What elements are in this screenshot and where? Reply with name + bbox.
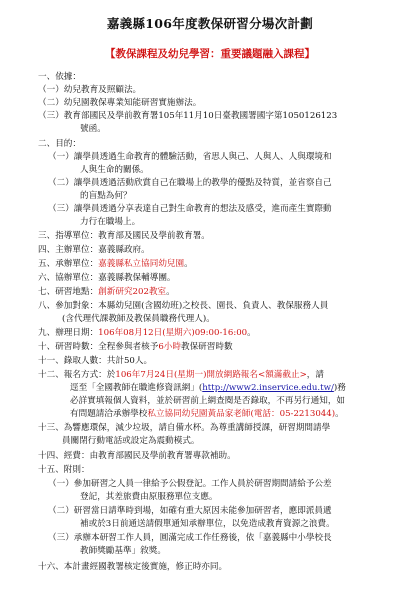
- section-6: 六、協辦單位：嘉義縣教保輔導團。: [38, 273, 176, 283]
- section-1-item: （三）教育部國民及學前教育署105年11月10日臺教國署國字第1050126123: [38, 111, 338, 121]
- section-1-item: （一）幼兒教育及照顧法。: [38, 85, 142, 95]
- punct: 。: [166, 287, 175, 297]
- page-title: 嘉義縣106年度教保研習分場次計劃: [106, 16, 314, 31]
- section-13-cont: 員關閉行動電話或設定為震動模式。: [62, 436, 200, 446]
- section-3: 三、指導單位：教育部及國民及學前教育署。: [38, 231, 210, 241]
- section-15-heading: 十五、附則：: [38, 465, 90, 475]
- text: 有問題請洽承辦學校: [70, 409, 148, 419]
- section-7-label: 七、研習地點：: [38, 287, 99, 297]
- section-12-cont: [70, 408, 344, 420]
- section-12-cont: 必詳實填報個人資料，並於研習前上網查閱是否錄取，不再另行通知，如: [70, 396, 346, 406]
- section-2-item-cont: 人與生命的關係。: [80, 165, 149, 175]
- section-2-item: （二）讓學員透過活動欣賞自己在職場上的教學的優點及特質，並省察自己: [48, 178, 332, 188]
- text: ，請: [306, 370, 324, 380]
- section-10-suffix: 教保研習時數: [180, 342, 233, 352]
- study-hours: 6小時: [158, 342, 181, 352]
- section-15-item-cont: 登記，其差旅費由原服務單位支應。: [80, 492, 218, 502]
- section-2-item: （一）讓學員透過生命教育的體驗活動，省思人與己、人與人、人與環境和: [48, 152, 332, 162]
- venue: 創新研究202教室: [98, 287, 167, 297]
- event-date: 106年08月12日(星期六)09:00-16:00: [98, 328, 248, 338]
- section-15-item: （二）研習當日請準時到場，如確有重大原因未能參加研習者，應即派員遞: [48, 506, 332, 516]
- punct: 。: [335, 409, 344, 419]
- section-12: [38, 369, 324, 381]
- section-16: 十六、本計畫經國教署核定後實施，修正時亦同。: [38, 562, 228, 572]
- section-8-cont: (含代理代課教師及教保員職務代理人)。: [62, 314, 215, 324]
- punct: 。: [247, 328, 256, 338]
- section-9-label: 九、辦理日期：: [38, 328, 99, 338]
- section-1-heading: 一、依據：: [38, 72, 81, 82]
- section-15-item-cont: 教師獎勵基準」敘獎。: [80, 546, 166, 556]
- page-subtitle: 【教保課程及幼兒學習：重要議題融入課程】: [105, 48, 315, 60]
- text: 逕至「全國教師在職進修資訊網」(: [70, 383, 203, 393]
- section-2-heading: 二、目的：: [38, 139, 81, 149]
- section-5-label: 五、承辦單位：: [38, 259, 99, 269]
- section-4: 四、主辦單位：嘉義縣政府。: [38, 245, 150, 255]
- section-12-cont: [70, 382, 346, 394]
- section-2-item-cont: 的盲點為何？: [80, 191, 132, 201]
- inservice-link[interactable]: http://www2.inservice.edu.tw/: [202, 383, 334, 393]
- section-1-item-cont: 號函。: [80, 124, 106, 134]
- section-5: [38, 258, 193, 270]
- section-2-item: （三）讓學員透過分享表達自己對生命教育的想法及感受，進而產生實際動: [48, 204, 332, 214]
- section-14: 十四、經費：由教育部國民及學前教育署專款補助。: [38, 451, 236, 461]
- registration-date: 106年7月24日(星期一)開放網路報名<額滿截止>: [115, 370, 307, 380]
- section-7: [38, 286, 175, 298]
- section-1-item: （二）幼兒園教保專業知能研習實施辦法。: [38, 98, 202, 108]
- section-13: 十三、為響應環保，減少垃圾，請自備水杯。為尊重講師授課，研習期間請學: [38, 423, 331, 433]
- punct: 。: [184, 259, 193, 269]
- section-12-label: 十二、報名方式：於: [38, 370, 116, 380]
- section-11: 十一、錄取人數：共計50人。: [38, 356, 153, 366]
- section-15-item-cont: 補或於3日前通送請假單通知承辦單位，以免造成教育資源之浪費。: [80, 519, 335, 529]
- text: )務: [333, 383, 346, 393]
- section-10: [38, 341, 233, 353]
- section-15-item: （一）參加研習之人員一律給予公假登記。工作人員於研習期間請給予公差: [48, 479, 332, 489]
- section-2-item-cont: 力行在職場上。: [80, 217, 141, 227]
- section-9: [38, 327, 256, 339]
- section-15-item: （三）承辦本研習工作人員，圓滿完成工作任務後，依「嘉義縣中小學校長: [48, 533, 332, 543]
- section-8: 八、參加對象：本縣幼兒園(含國幼班)之校長、園長、負責人、教保服務人員: [38, 301, 329, 311]
- section-10-label: 十、研習時數：全程參與者核予: [38, 342, 159, 352]
- host-unit: 嘉義縣私立協同幼兒園: [98, 259, 185, 269]
- contact-info: 私立協同幼兒園黃品家老師(電話：05-2213044): [147, 409, 336, 419]
